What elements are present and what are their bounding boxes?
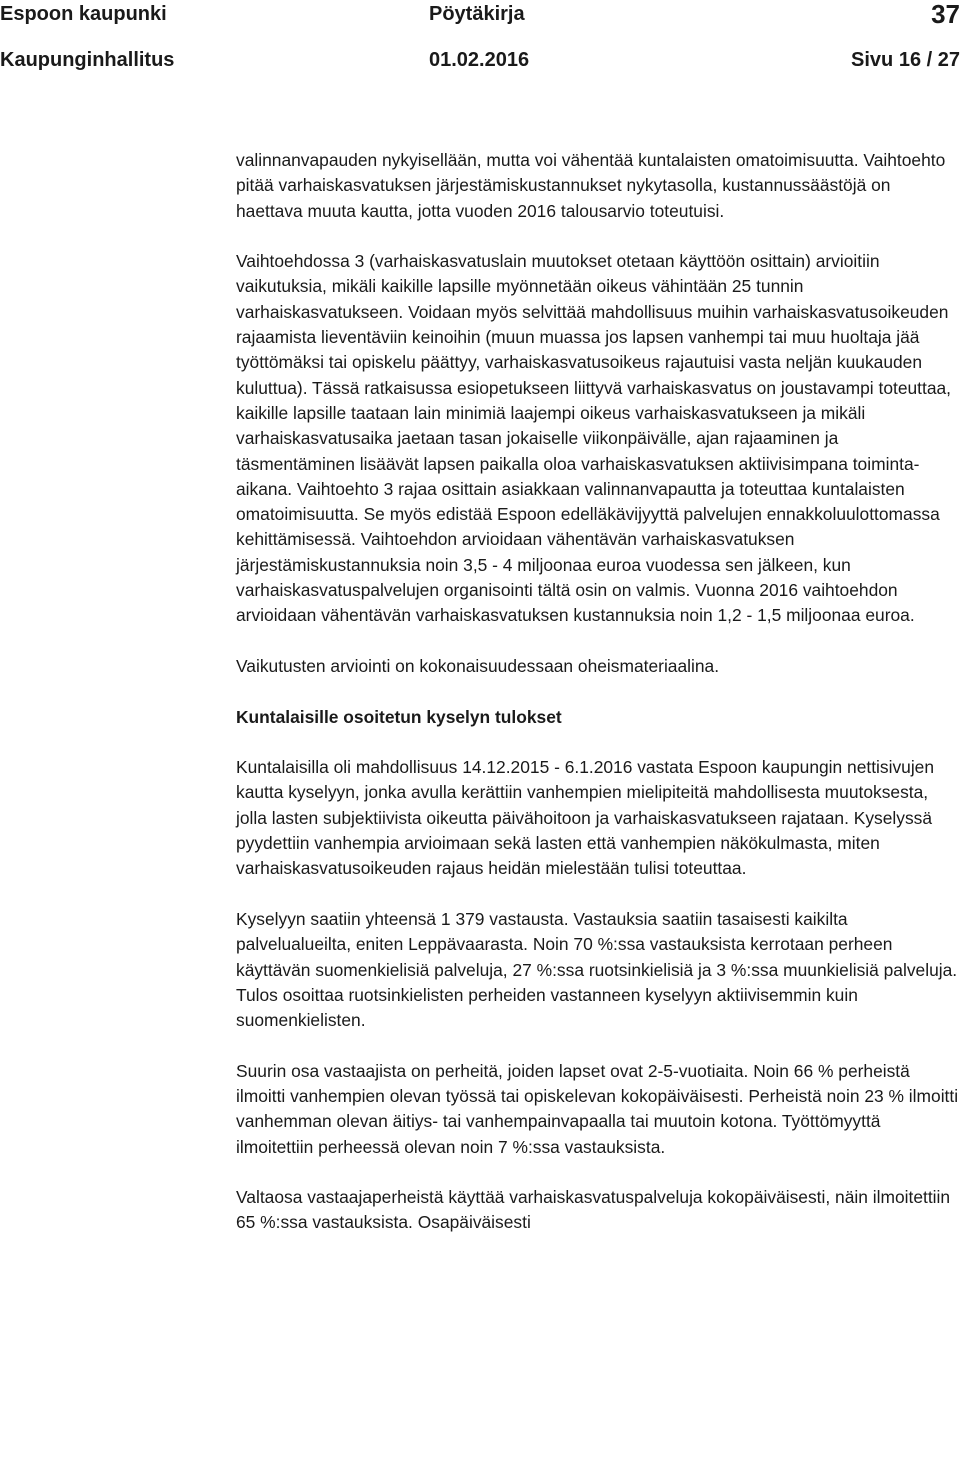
page-header [0,0,960,80]
paragraph-impact-assessment: Vaikutusten arviointi on kokonaisuudessaan oheismateriaalina. [236,655,720,676]
paragraph-survey-intro: Kuntalaisilla oli mahdollisuus 14.12.2015 - 6.1.2016 vastata Espoon kaupungin nettisivujen kautta kyselyyn, jonka avulla kerättiin vanhempien mielipiteitä mahdollisesta muutoksesta, jolla lasten subjektiivista oikeutta päivähoitoon ja varhaiskasvatukseen rajataan. Kyselyssä pyydettiin vanhempia arvioimaan sekä lasten että vanhempien näkökulmasta, miten varhaiskasvatusoikeuden rajaus heidän mielestään tulisi toteuttaa. [236,757,935,879]
paragraph-respondent-families: Suurin osa vastaajista on perheitä, joiden lapset ovat 2-5-vuotiaita. Noin 66 % perheistä ilmoitti vanhempien olevan työssä tai opiskelevan kokopäiväisesti. Perheistä noin 23 % ilmoitti vanhemman olevan äitiys- tai vanhempainvapaalla tai muutoin kotona. Työttömyyttä ilmoitettiin perheessä olevan noin 7 %:ssa vastauksista. [236,1060,959,1157]
paragraph-option-3: Vaihtoehdossa 3 (varhaiskasvatuslain muutokset otetaan käyttöön osittain) arvioitiin vaikutuksia, mikäli kaikille lapsille myönnetään oikeus vähintään 25 tunnin varhaiskasvatukseen. Voidaan myös selvittää mahdollisuus muihin varhaiskasvatusoikeuden rajaamista lieventäviin keinoihin (muun muassa jos lapsen vanhempi tai muu huoltaja jää työttömäksi tai opiskelu päättyy, varhaiskasvatusoikeus rajautuisi vasta neljän kuukauden kuluttua). Tässä ratkaisussa esiopetukseen liittyvä varhaiskasvatus on joustavampi toteuttaa, kaikille lapsille taataan lain minimiä laajempi oikeus varhaiskasvatukseen ja mikäli varhaiskasvatusaika jaetaan tasan jokaiselle viikonpäivälle, ajan rajaaminen ja täsmentäminen lisäävät lapsen paikalla oloa varhaiskasvatuksen aktiivisimpana toiminta-aikana. Vaihtoehto 3 rajaa osittain asiakkaan valinnanvapautta ja toteuttaa kuntalaisten omatoimisuutta. Se myös edistää Espoon edelläkävijyyttä palvelujen ennakkoluulottomassa kehittämisessä. Vaihtoehdon arvioidaan vähentävän varhaiskasvatuksen järjestämiskustannuksia noin 3,5 - 4 miljoonaa euroa vuodessa sen jälkeen, kun varhaiskasvatuspalvelujen organisointi tältä osin on valmis. Vuonna 2016 vaihtoehdon arvioidaan vähentävän varhaiskasvatuksen kustannuksia noin 1,2 - 1,5 miljoonaa euroa. [236,251,952,626]
paragraph-survey-responses: Kyselyyn saatiin yhteensä 1 379 vastausta. Vastauksia saatiin tasaisesti kaikilta palvelualueilta, eniten Leppävaarasta. Noin 70 %:ssa vastauksista kerrotaan perheen käyttävän suomenkielisiä palveluja, 27 %:ssa ruotsinkielisiä ja 3 %:ssa muunkielisiä palveluja. Tulos osoittaa ruotsinkielisten perheiden vastanneen kyselyyn aktiivisemmin kuin suomenkielisten. [236,908,958,1031]
paragraph-service-usage: Valtaosa vastaajaperheistä käyttää varhaiskasvatuspalveluja kokopäiväisesti, näin ilmoitettiin 65 %:ssa vastauksista. Osapäiväisesti [236,1187,951,1233]
section-heading: Kuntalaisille osoitetun kyselyn tulokset [236,706,562,727]
page-number: Sivu 16 / 27 [851,49,960,71]
document-type: Pöytäkirja [429,3,525,25]
header-row-bottom [0,46,960,82]
paragraph-option-2-summary: valinnanvapauden nykyisellään, mutta voi vähentää kuntalaisten omatoimisuutta. Vaihtoehto pitää varhaiskasvatuksen järjestämiskustannukset nykytasolla, kustannussäästöjä on haettava muuta kautta, jotta vuoden 2016 talousarvio toteutuisi. [236,150,946,221]
header-row-top [0,0,960,36]
organization-name: Espoon kaupunki [0,3,167,25]
section-number: 37 [931,0,960,29]
document-body [236,148,960,1261]
meeting-date: 01.02.2016 [429,49,530,71]
governing-body: Kaupunginhallitus [0,49,175,71]
